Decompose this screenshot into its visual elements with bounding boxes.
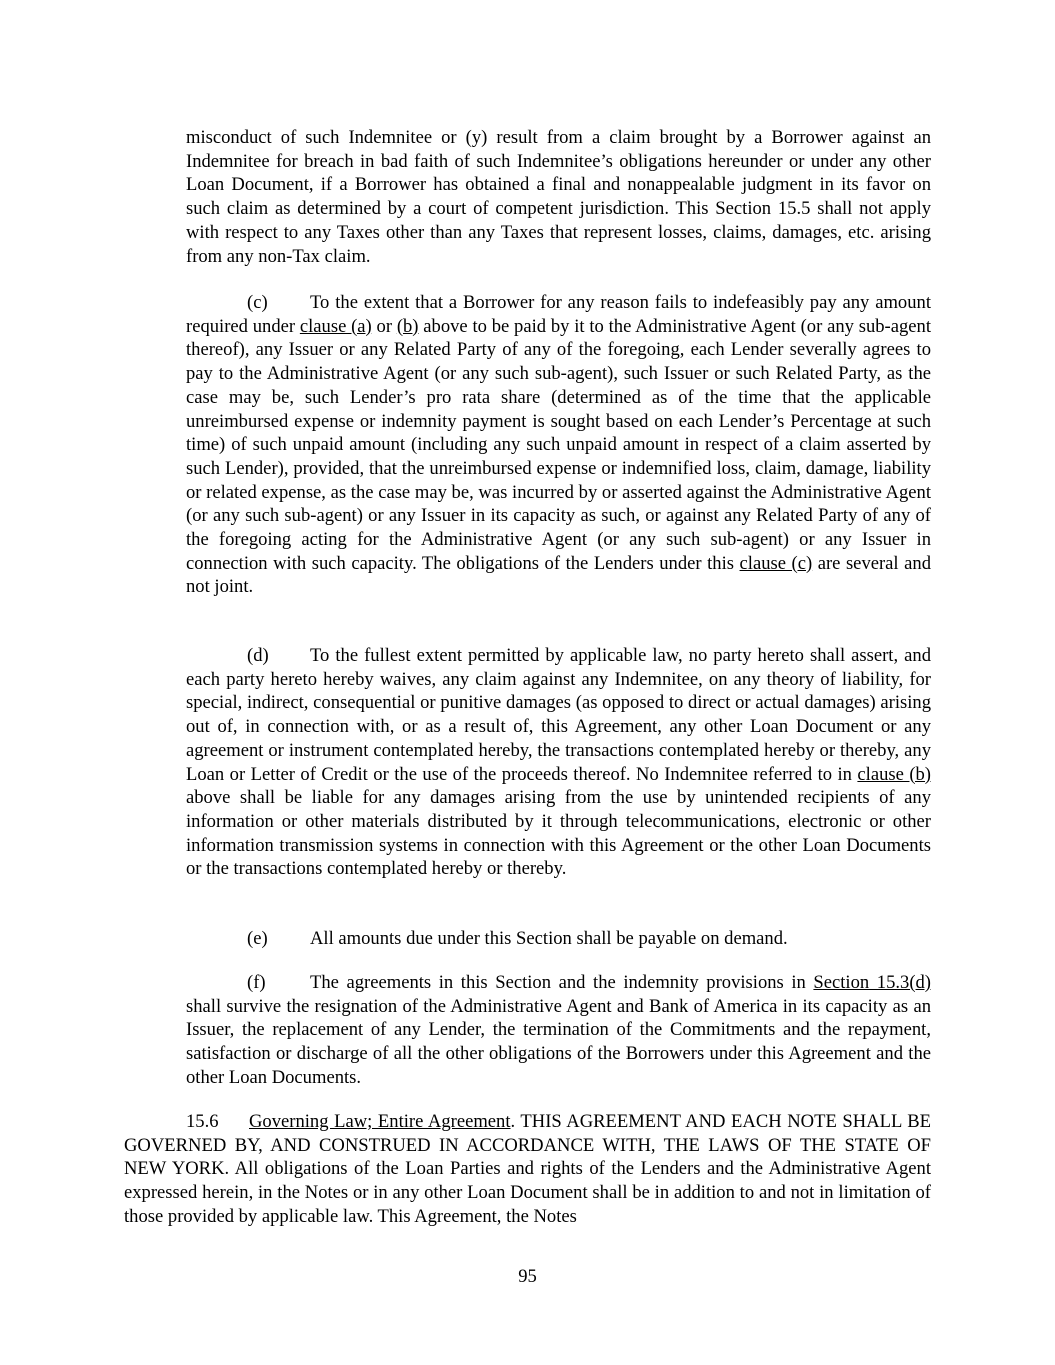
clause-c-reference: clause (c) bbox=[739, 552, 813, 574]
paragraph-c bbox=[186, 291, 931, 599]
paragraph-f-text-2: shall survive the resignation of the Administrative Agent and Bank of America in its capacity as an Issuer, the replacement of any Lender, the termination of the Commitments and the repayment, satisfaction or discharge of all the other obligations of the Borrowers under this Agreement and the other Loan Documents. bbox=[186, 995, 931, 1088]
section-reference: Section 15.3(d) bbox=[813, 972, 931, 993]
clause-b-reference: clause (b) bbox=[857, 763, 931, 785]
clause-b-reference: (b) bbox=[396, 315, 419, 337]
paragraph-d-text-1: To the fullest extent permitted by applicable law, no party hereto shall assert, and each party hereto hereby waives, any claim against any Indemnitee, on any theory of liability, for special, indirect, consequential or punitive damages (as opposed to direct or actual damages) arising out of, in connection with, or as a result of, this Agreement, any other Loan Document or any agreement or instrument contemplated hereby, the transactions contemplated hereby or thereby, any Loan or Letter of Credit or the use of the proceeds thereof. No Indemnitee referred to in bbox=[186, 645, 931, 785]
paragraph-continuation: misconduct of such Indemnitee or (y) result from a claim brought by a Borrower against an Indemnitee for breach in bad faith of such Indemnitee’s obligations hereunder or under any other Loan Document, if a Borrower has obtained a final and nonappealable judgment in its favor on such claim as determined by a court of competent jurisdiction. This Section 15.5 shall not apply with respect to any Taxes other than any Taxes that represent losses, claims, damages, etc. arising from any non-Tax claim. bbox=[186, 127, 931, 267]
paragraph-e bbox=[186, 927, 931, 951]
paragraph-f bbox=[186, 971, 931, 1090]
paragraph-c-text-2: or bbox=[371, 315, 397, 337]
paragraph-c-text-4: are several and not joint. bbox=[186, 552, 931, 598]
section-number: 15.6 bbox=[186, 1111, 219, 1132]
clause-a-reference: clause (a) bbox=[299, 315, 372, 337]
section-15-6 bbox=[124, 1110, 931, 1229]
section-15-6-text: . THIS AGREEMENT AND EACH NOTE SHALL BE GOVERNED BY, AND CONSTRUED IN ACCORDANCE WITH, THE LAWS OF THE STATE OF NEW YORK. All obligations of the Loan Parties and rights of the Lenders and the Administrative Agent expressed herein, in the Notes or in any other Loan Document shall be in addition to and not in limitation of those provided by applicable law. This Agreement, the Notes bbox=[124, 1111, 931, 1227]
paragraph-c-text-3: above to be paid by it to the Administrative Agent (or any sub-agent thereof), any Issuer or any Related Party of any of the foregoing, each Lender severally agrees to pay to the Administrative Agent (or any such sub-agent), such Issuer or such Related Party, as the case may be, such Lender’s pro rata share (determined as of the time that the applicable unreimbursed expense or indemnity payment is sought based on each Lender’s Percentage at such time) of such unpaid amount (including any such unpaid amount in respect of a claim asserted by such Lender), provided, that the unreimbursed expense or indemnified loss, claim, damage, liability or related expense, as the case may be, was incurred by or asserted against the Administrative Agent (or any such sub-agent) or any Issuer in its capacity as such, or against any Related Party of any of the foregoing acting for the Administrative Agent (or any such sub-agent) or any Issuer in connection with such capacity. The obligations of the Lenders under this bbox=[186, 315, 931, 574]
clause-label-d: (d) bbox=[247, 645, 269, 666]
page-number: 95 bbox=[518, 1266, 537, 1287]
paragraph-c-text-1: To the extent that a Borrower for any reason fails to indefeasibly pay any amount required under bbox=[186, 292, 931, 337]
paragraph-d bbox=[186, 644, 931, 881]
section-heading: Governing Law; Entire Agreement bbox=[249, 1111, 511, 1132]
paragraph-d-text-2: above shall be liable for any damages arising from the use by unintended recipients of any information or other materials distributed by it through telecommunications, electronic or other information transmission systems in connection with this Agreement or the other Loan Documents or the transactions contemplated hereby or thereby. bbox=[186, 787, 931, 880]
paragraph-f-text-1: The agreements in this Section and the indemnity provisions in bbox=[310, 972, 814, 993]
clause-label-e: (e) bbox=[247, 928, 268, 949]
paragraph-e-text: All amounts due under this Section shall be payable on demand. bbox=[310, 928, 788, 949]
clause-label-f: (f) bbox=[247, 972, 266, 993]
clause-label-c: (c) bbox=[247, 292, 268, 313]
